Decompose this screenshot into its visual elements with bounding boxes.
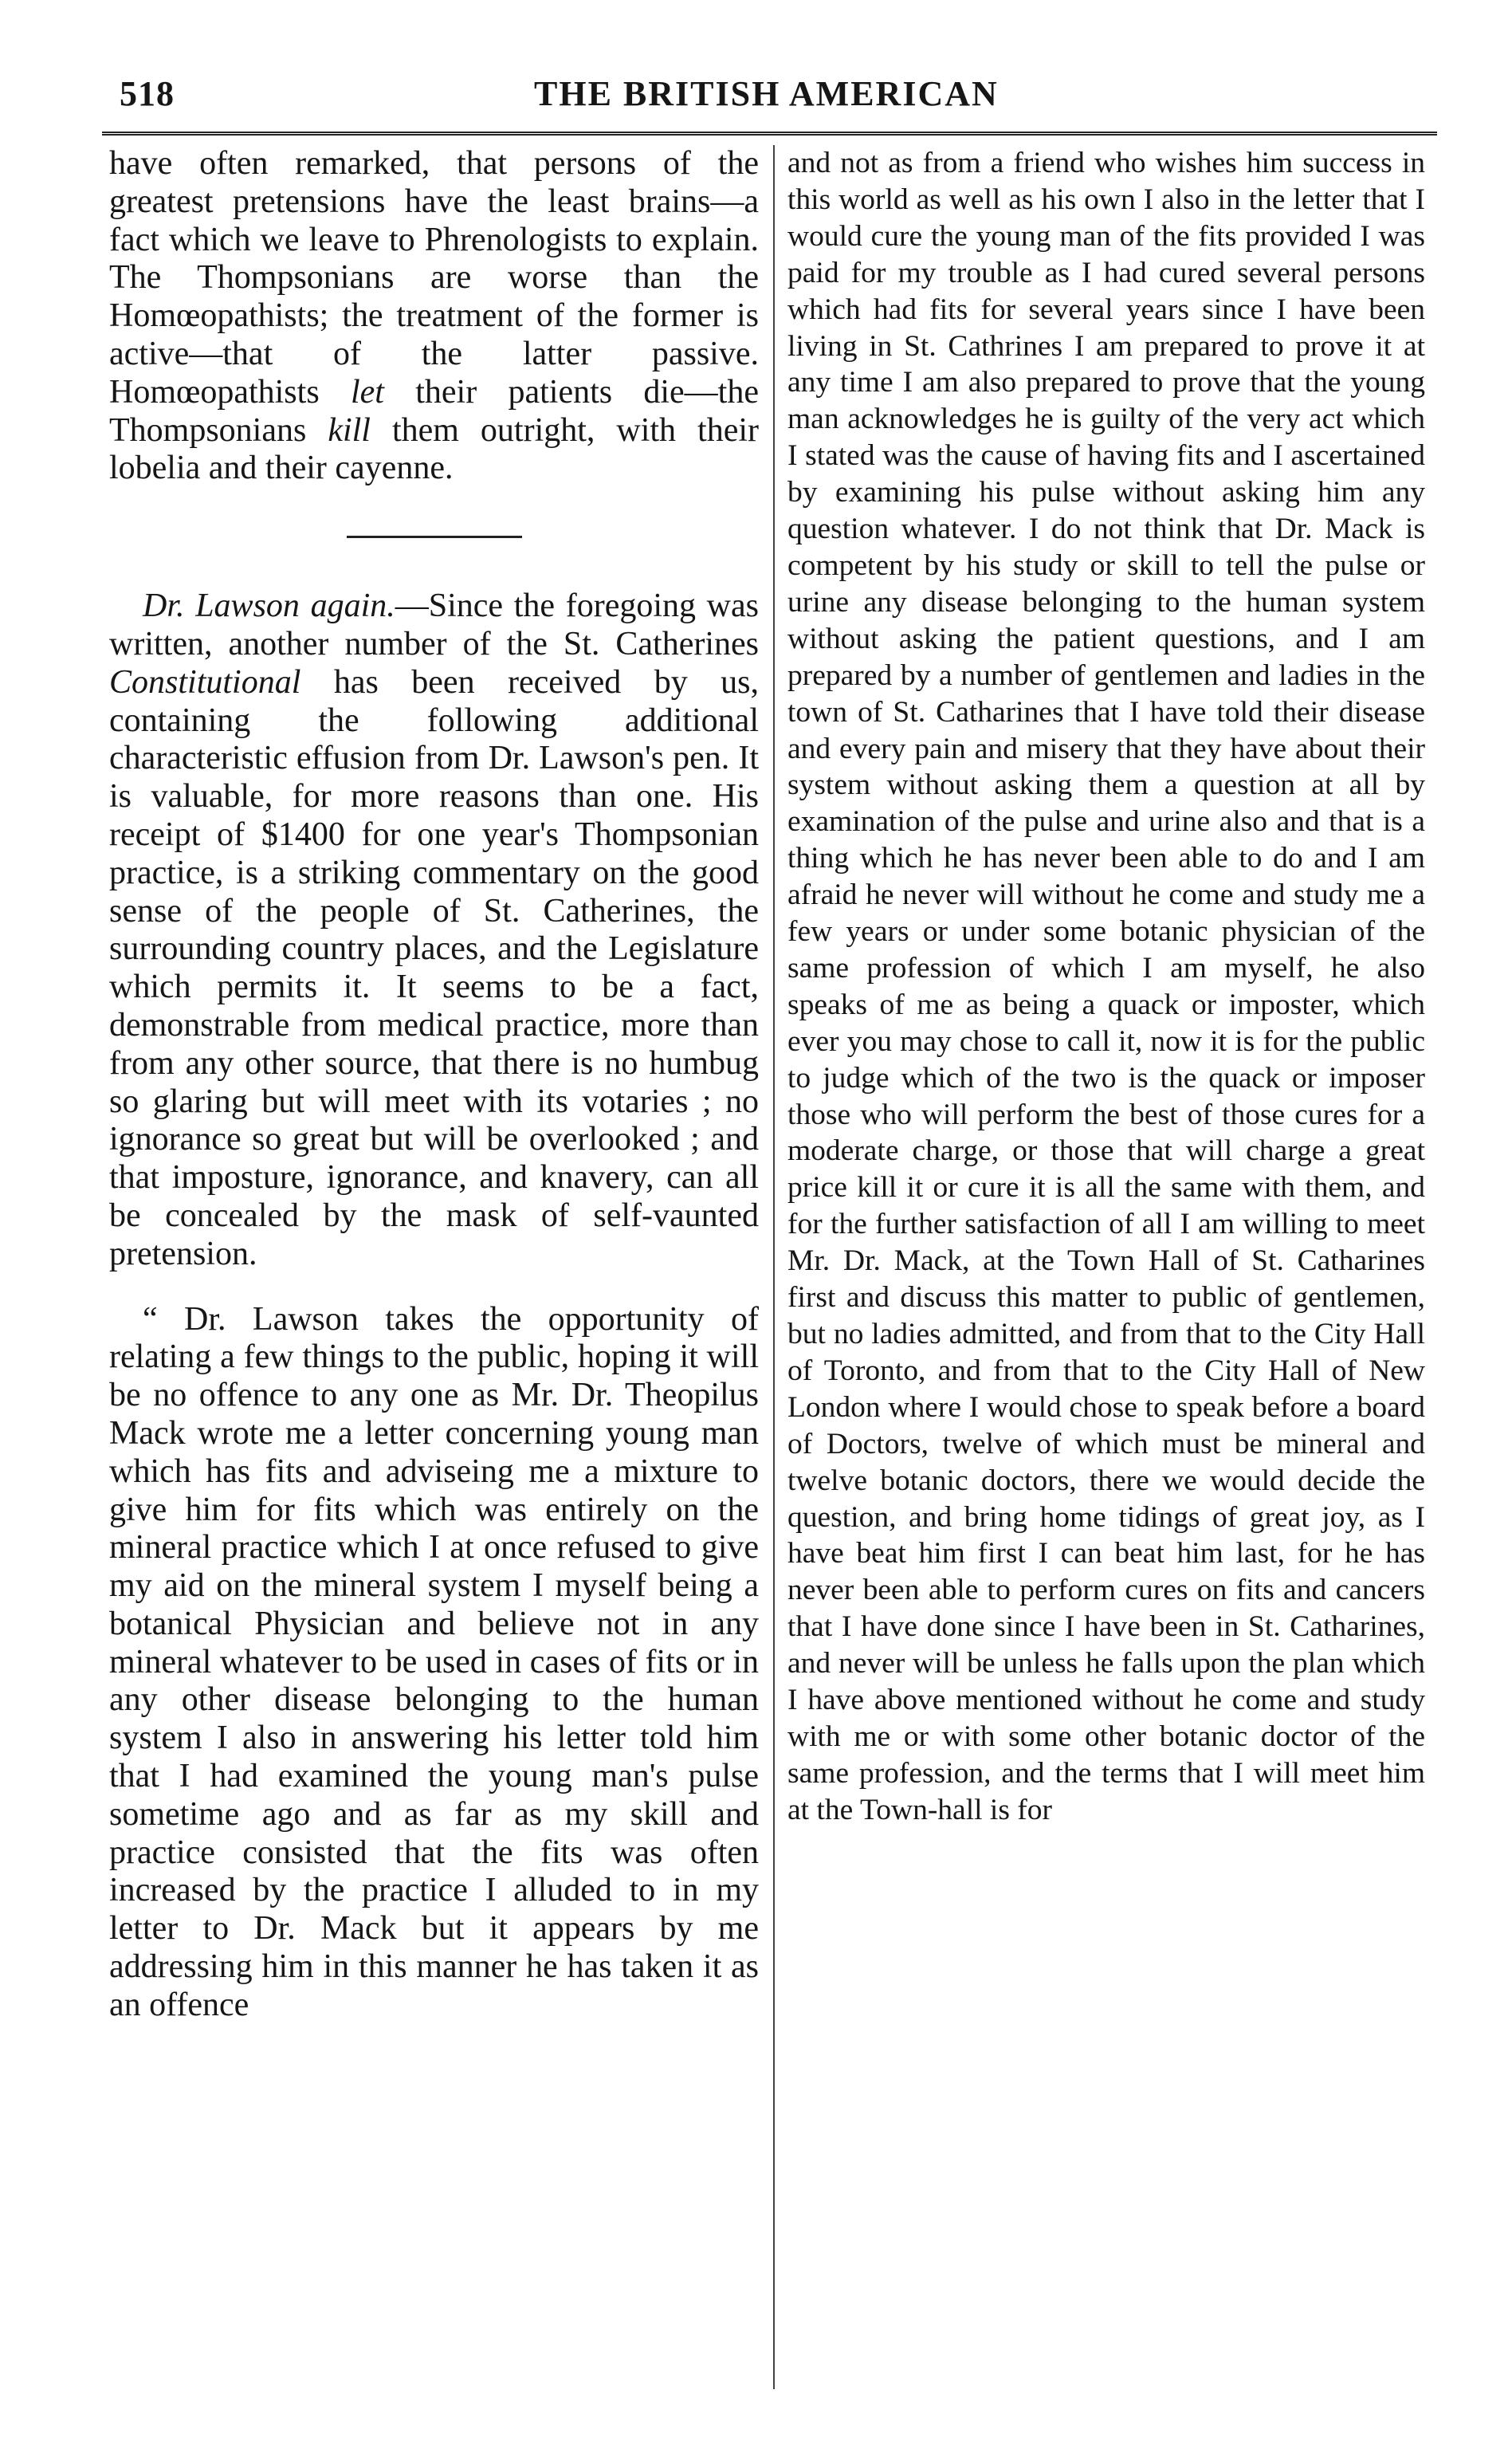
text-span: —Since the foregoing was written, another number of the St. Catherines [109, 588, 759, 662]
text-span: them outright, with their lobelia and their cayenne. [109, 411, 760, 487]
italic-let: let [350, 373, 384, 411]
text-span: have often remarked, that persons of the greatest pretensions have the least brains—a fact which we leave to Phrenologists to explain. The Thompsonians are worse than the Homœopathists; the treatment of the former is active—that of the latter passive. Homœopathists [109, 145, 759, 411]
column-divider [773, 145, 775, 2389]
paragraph-lawson-again [109, 588, 759, 1273]
italic-constitutional: Constitutional [109, 663, 301, 701]
italic-kill: kill [328, 411, 371, 449]
paragraph-phrenologists [109, 145, 759, 488]
left-column [109, 145, 759, 2025]
header-rule [102, 132, 1437, 136]
right-column [787, 145, 1425, 1829]
page-number: 518 [120, 74, 175, 113]
text-span: their patients die—the Thompsonians [109, 373, 759, 449]
running-title: THE BRITISH AMERICAN [534, 74, 999, 113]
page-header [120, 73, 1435, 129]
paragraph-quoted-letter: “ Dr. Lawson takes the opportunity of relating a few things to the public, hoping it will be no offence to any one as Mr. Dr. Theopilus Mack wrote me a letter concerning young man which has fits and adviseing me a mixture to give him for fits which was entirely on the mineral practice which I at once refused to give my aid on the mineral system I myself being a botanical Physician and believe not in any mineral whatever to be used in cases of fits or in any other disease belonging to the human system I also in answering his letter told him that I had examined the young man's pulse sometime ago and as far as my skill and practice consisted that the fits was often increased by the practice I alluded to in my letter to Dr. Mack but it appears by me addressing him in this manner he has taken it as an offence [109, 1300, 759, 2023]
section-separator [347, 536, 522, 538]
text-span: has been received by us, containing the following additional characteristic effusion from Dr. Lawson's pen. It is valuable, for more reasons than one. His receipt of $1400 for one year's Thompsonian practice, is a striking commentary on the good sense of the people of St. Catherines, the surrounding country places, and the Legislature which permits it. It seems to be a fact, demonstrable from medical practice, more than from any other source, that there is no humbug so glaring but will meet with its votaries ; no ignorance so great but will be overlooked ; and that imposture, ignorance, and knavery, can all be concealed by the mask of self-vaunted pretension. [109, 663, 760, 1272]
section-lead: Dr. Lawson again. [143, 588, 395, 625]
paragraph-continued-letter: and not as from a friend who wishes him success in this world as well as his own I also in the letter that I would cure the young man of the fits provided I was paid for my trouble as I had cured several persons which had fits for several years since I have been living in St. Cathrines I am prepared to prove it at any time I am also prepared to prove that the young man acknowledges he is guilty of the very act which I stated was the cause of having fits and I ascertained by examining his pulse without asking him any question whatever. I do not think that Dr. Mack is competent by his study or skill to tell the pulse or urine any disease belonging to the human system without asking the patient questions, and I am prepared by a number of gentlemen and ladies in the town of St. Catharines that I have told their disease and every pain and misery that they have about their system without asking them a question at all by examination of the pulse and urine also and that is a thing which he has never been able to do and I am afraid he never will without he come and study me a few years or under some botanic physician of the same profession of which I am myself, he also speaks of me as being a quack or imposter, which ever you may chose to call it, now it is for the public to judge which of the two is the quack or imposer those who will perform the best of those cures for a moderate charge, or those that will charge a great price kill it or cure it is all the same with them, and for the further satisfaction of all I am willing to meet Mr. Dr. Mack, at the Town Hall of St. Catharines first and discuss this matter to public of gentlemen, but no ladies admitted, and from that to the City Hall of Toronto, and from that to the City Hall of New London where I would chose to speak before a board of Doctors, twelve of which must be mineral and twelve botanic doctors, there we would decide the question, and bring home tidings of great joy, as I have beat him first I can beat him last, for he has never been able to perform cures on fits and cancers that I have done since I have been in St. Catharines, and never will be unless he falls upon the plan which I have above mentioned without he come and study with me or with some other botanic doctor of the same profession, and the terms that I will meet him at the Town-hall is for [787, 147, 1425, 1826]
